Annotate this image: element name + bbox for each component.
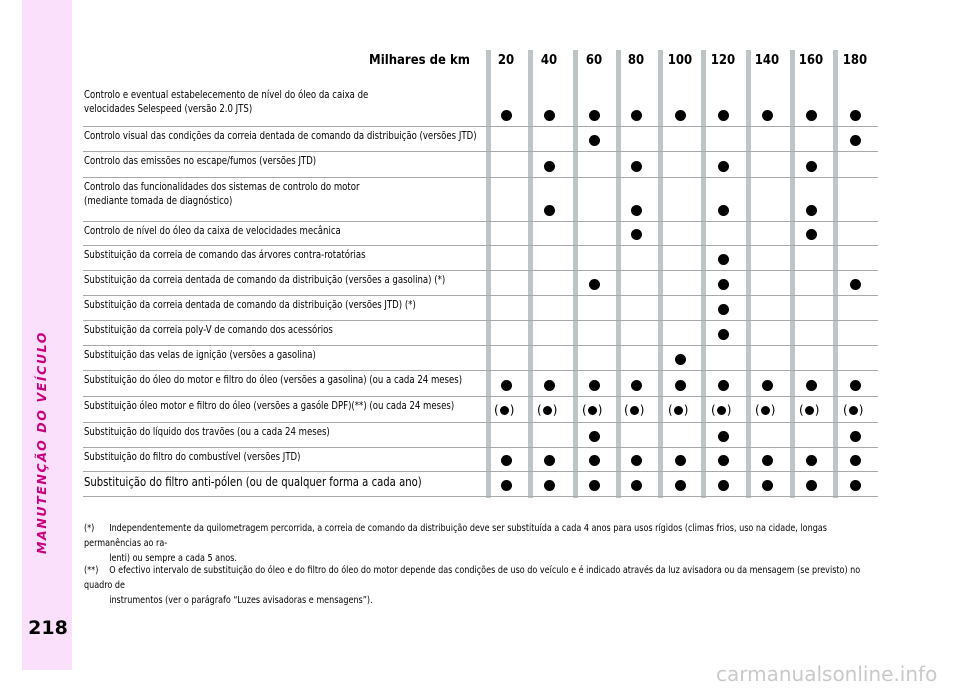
- service-dot: [589, 380, 600, 391]
- service-dot: [589, 480, 600, 491]
- column-separator: [701, 50, 706, 498]
- service-dot: [544, 380, 555, 391]
- header-km-180: 180: [842, 53, 868, 68]
- row-divider: [83, 151, 878, 152]
- paren-close: ): [639, 403, 645, 417]
- service-dot: [762, 455, 773, 466]
- service-dot: [631, 455, 642, 466]
- row-divider: [83, 345, 878, 346]
- footnote-marker: (**): [84, 565, 99, 576]
- service-dot: [806, 110, 817, 121]
- service-dot: [675, 110, 686, 121]
- service-dot: [674, 406, 683, 415]
- service-dot: [544, 205, 555, 216]
- service-dot: [501, 110, 512, 121]
- service-dot: [631, 205, 642, 216]
- service-dot: [718, 329, 729, 340]
- paren-open: (: [755, 403, 760, 417]
- task-label: Substituição do líquido dos travões (ou a cada 24 meses): [84, 427, 330, 438]
- row-divider: [83, 471, 878, 472]
- service-dot: [718, 480, 729, 491]
- header-km-140: 140: [754, 53, 780, 68]
- watermark: carmanualsonline.info: [716, 662, 938, 686]
- paren-open: (: [624, 403, 629, 417]
- header-km-80: 80: [627, 53, 645, 68]
- conditional-service-dot: [494, 404, 514, 417]
- paren-close: ): [509, 403, 515, 417]
- paren-close: ): [858, 403, 864, 417]
- service-dot: [806, 480, 817, 491]
- column-separator: [833, 50, 838, 498]
- row-divider: [83, 320, 878, 321]
- service-dot: [718, 254, 729, 265]
- service-dot: [544, 110, 555, 121]
- service-dot: [762, 480, 773, 491]
- service-dot: [806, 380, 817, 391]
- paren-open: (: [582, 403, 587, 417]
- service-dot: [631, 380, 642, 391]
- service-dot: [850, 431, 861, 442]
- header-km-60: 60: [585, 53, 603, 68]
- row-divider: [83, 245, 878, 246]
- service-dot: [589, 279, 600, 290]
- paren-close: ): [597, 403, 603, 417]
- conditional-service-dot: [755, 404, 775, 417]
- service-dot: [718, 380, 729, 391]
- service-dot: [589, 135, 600, 146]
- service-dot: [718, 161, 729, 172]
- paren-open: (: [537, 403, 542, 417]
- header-km-20: 20: [497, 53, 515, 68]
- row-divider: [83, 295, 878, 296]
- service-dot: [806, 205, 817, 216]
- paren-open: (: [668, 403, 673, 417]
- footnote-text: Independentemente da quilometragem percorrida, a correia de comando da distribuição deve ser substituída a cada 4 anos para usos rígidos (climas frios, uso na cidade, longas permanências ao ra-: [84, 523, 827, 549]
- service-dot: [850, 135, 861, 146]
- task-label: velocidades Selespeed (versão 2.0 JTS): [84, 104, 253, 115]
- task-label: Substituição das velas de ignição (versões a gasolina): [84, 350, 316, 361]
- service-dot: [631, 480, 642, 491]
- service-dot: [806, 455, 817, 466]
- row-divider: [83, 177, 878, 178]
- task-label: Substituição óleo motor e filtro do óleo (versões a gasóle DPF)(**) (ou cada 24 meses): [84, 401, 455, 412]
- task-label: Controlo das emissões no escape/fumos (versões JTD): [84, 156, 317, 167]
- row-divider: [83, 270, 878, 271]
- service-dot: [850, 455, 861, 466]
- service-dot: [718, 279, 729, 290]
- service-dot: [761, 406, 770, 415]
- column-separator: [746, 50, 751, 498]
- service-dot: [630, 406, 639, 415]
- service-dot: [717, 406, 726, 415]
- task-label: Substituição do óleo do motor e filtro do óleo (versões a gasolina) (ou a cada 24 meses): [84, 375, 463, 386]
- service-dot: [718, 304, 729, 315]
- service-dot: [850, 110, 861, 121]
- service-dot: [631, 161, 642, 172]
- paren-open: (: [711, 403, 716, 417]
- header-km-100: 100: [667, 53, 693, 68]
- service-dot: [849, 406, 858, 415]
- conditional-service-dot: [624, 404, 644, 417]
- service-dot: [631, 229, 642, 240]
- column-separator: [616, 50, 621, 498]
- service-dot: [762, 380, 773, 391]
- paren-close: ): [726, 403, 732, 417]
- service-dot: [718, 431, 729, 442]
- column-separator: [486, 50, 491, 498]
- paren-close: ): [552, 403, 558, 417]
- task-label: Substituição da correia dentada de comando da distribuição (versões JTD) (*): [84, 300, 416, 311]
- service-dot: [589, 431, 600, 442]
- service-dot: [675, 455, 686, 466]
- service-dot: [718, 455, 729, 466]
- task-label: Controlo visual das condições da correia dentada de comando da distribuição (versões JTD): [84, 131, 477, 142]
- service-dot: [850, 480, 861, 491]
- row-divider: [83, 396, 878, 397]
- service-dot: [589, 455, 600, 466]
- service-dot: [850, 380, 861, 391]
- column-separator: [790, 50, 795, 498]
- service-dot: [718, 110, 729, 121]
- conditional-service-dot: [711, 404, 731, 417]
- service-dot: [805, 406, 814, 415]
- footnote: [84, 521, 874, 566]
- column-separator: [658, 50, 663, 498]
- column-separator: [528, 50, 533, 498]
- footnote-text-continued: lenti) ou sempre a cada 5 anos.: [109, 553, 237, 564]
- row-divider: [83, 447, 878, 448]
- paren-open: (: [799, 403, 804, 417]
- paren-open: (: [494, 403, 499, 417]
- task-label: Controlo das funcionalidades dos sistemas de controlo do motor: [84, 182, 360, 193]
- conditional-service-dot: [537, 404, 557, 417]
- task-label: Substituição do filtro anti-pólen (ou de qualquer forma a cada ano): [84, 475, 422, 489]
- section-title: MANUTENÇÃO DO VEÍCULO: [34, 331, 49, 555]
- conditional-service-dot: [582, 404, 602, 417]
- service-dot: [501, 380, 512, 391]
- service-dot: [806, 229, 817, 240]
- task-label: (mediante tomada de diagnóstico): [84, 196, 233, 207]
- service-dot: [675, 354, 686, 365]
- footnote-marker: (*): [84, 523, 95, 534]
- service-dot: [631, 110, 642, 121]
- task-label: Substituição da correia dentada de comando da distribuição (versões a gasolina) (*): [84, 275, 446, 286]
- row-divider: [83, 221, 878, 222]
- footnote: [84, 563, 874, 608]
- page-number: 218: [28, 617, 68, 639]
- service-dot: [501, 480, 512, 491]
- task-label: Substituição da correia poly-V de comando dos acessórios: [84, 325, 333, 336]
- conditional-service-dot: [843, 404, 863, 417]
- service-dot: [806, 161, 817, 172]
- service-dot: [544, 455, 555, 466]
- header-km-label: Milhares de km: [369, 53, 470, 68]
- service-dot: [675, 480, 686, 491]
- service-dot: [718, 205, 729, 216]
- header-km-160: 160: [798, 53, 824, 68]
- service-dot: [544, 480, 555, 491]
- header-km-40: 40: [540, 53, 558, 68]
- service-dot: [500, 406, 509, 415]
- row-divider: [83, 126, 878, 127]
- service-dot: [543, 406, 552, 415]
- service-dot: [544, 161, 555, 172]
- task-label: Substituição da correia de comando das árvores contra-rotatórias: [84, 250, 366, 261]
- footnote-text: O efectivo intervalo de substituição do óleo e do filtro do óleo do motor depende das condições de uso do veículo e é indicado através da luz avisadora ou da mensagem (se previsto) no quadro de: [84, 565, 861, 591]
- conditional-service-dot: [799, 404, 819, 417]
- service-dot: [675, 380, 686, 391]
- footnote-text-continued: instrumentos (ver o parágrafo “Luzes avisadoras e mensagens”).: [109, 595, 373, 606]
- service-dot: [589, 110, 600, 121]
- service-dot: [501, 455, 512, 466]
- paren-close: ): [683, 403, 689, 417]
- column-separator: [573, 50, 578, 498]
- service-dot: [762, 110, 773, 121]
- paren-close: ): [770, 403, 776, 417]
- service-dot: [850, 279, 861, 290]
- row-divider: [83, 496, 878, 497]
- row-divider: [83, 422, 878, 423]
- task-label: Controlo e eventual estabelecemento de nível do óleo da caixa de: [84, 90, 369, 101]
- row-divider: [83, 370, 878, 371]
- conditional-service-dot: [668, 404, 688, 417]
- service-dot: [588, 406, 597, 415]
- paren-open: (: [843, 403, 848, 417]
- task-label: Substituição do filtro do combustível (versões JTD): [84, 452, 301, 463]
- task-label: Controlo de nível do óleo da caixa de velocidades mecânica: [84, 226, 341, 237]
- paren-close: ): [814, 403, 820, 417]
- header-km-120: 120: [710, 53, 736, 68]
